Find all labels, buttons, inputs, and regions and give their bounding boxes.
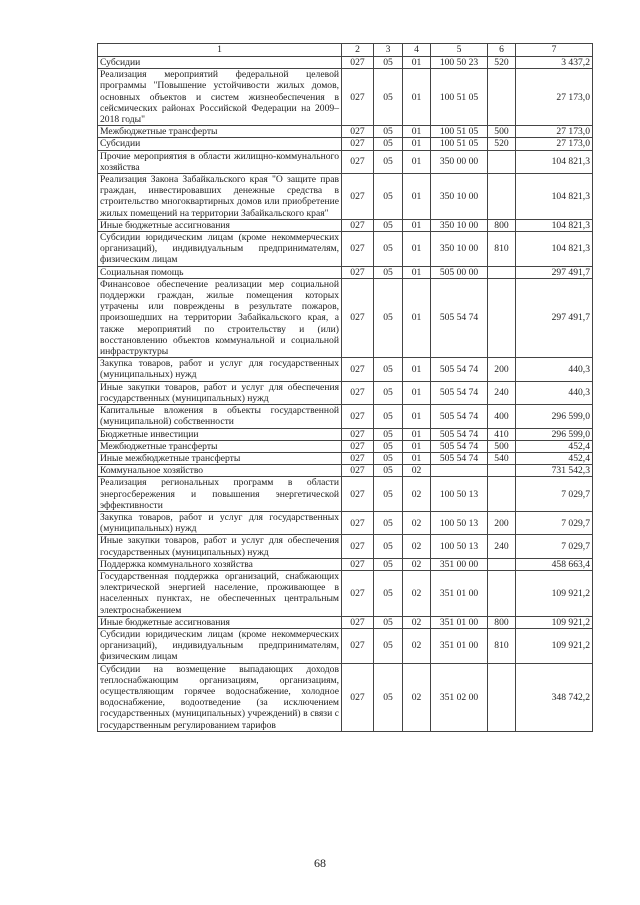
cell-type bbox=[488, 278, 516, 357]
table-row bbox=[98, 440, 593, 452]
cell-subsection: 01 bbox=[403, 174, 431, 220]
cell-type: 520 bbox=[488, 138, 516, 150]
cell-type: 240 bbox=[488, 535, 516, 558]
cell-subsection: 01 bbox=[403, 428, 431, 440]
cell-subsection: 02 bbox=[403, 570, 431, 616]
cell-name: Субсидии юридическим лицам (кроме некоммерческих организаций), индивидуальным предпринимателям, физическим лицам bbox=[98, 232, 342, 267]
cell-code: 027 bbox=[342, 57, 374, 69]
cell-section: 05 bbox=[374, 477, 403, 512]
cell-code: 027 bbox=[342, 628, 374, 663]
cell-name: Поддержка коммунального хозяйства bbox=[98, 558, 342, 570]
cell-code: 027 bbox=[342, 428, 374, 440]
cell-amount: 297 491,7 bbox=[516, 278, 593, 357]
cell-type: 500 bbox=[488, 126, 516, 138]
table-row bbox=[98, 174, 593, 220]
cell-section: 05 bbox=[374, 570, 403, 616]
cell-section: 05 bbox=[374, 150, 403, 173]
cell-name: Реализация Закона Забайкальского края "О защите прав граждан, инвестировавших денежные средства в строительство многоквартирных домов или приобретение жилых помещений на территории Забайкальского края" bbox=[98, 174, 342, 220]
cell-subsection: 01 bbox=[403, 440, 431, 452]
cell-target: 351 01 00 bbox=[431, 570, 488, 616]
cell-type bbox=[488, 558, 516, 570]
table-row bbox=[98, 57, 593, 69]
cell-type bbox=[488, 150, 516, 173]
cell-target: 505 54 74 bbox=[431, 440, 488, 452]
cell-code: 027 bbox=[342, 232, 374, 267]
cell-target: 100 51 05 bbox=[431, 138, 488, 150]
cell-code: 027 bbox=[342, 381, 374, 404]
cell-amount: 440,3 bbox=[516, 381, 593, 404]
table-row bbox=[98, 535, 593, 558]
cell-name: Коммунальное хозяйство bbox=[98, 465, 342, 477]
cell-code: 027 bbox=[342, 440, 374, 452]
table-row bbox=[98, 150, 593, 173]
cell-subsection: 02 bbox=[403, 663, 431, 731]
cell-section: 05 bbox=[374, 452, 403, 464]
cell-target: 100 50 13 bbox=[431, 535, 488, 558]
table-body bbox=[98, 57, 593, 732]
cell-subsection: 02 bbox=[403, 511, 431, 534]
cell-target: 100 50 13 bbox=[431, 477, 488, 512]
cell-code: 027 bbox=[342, 616, 374, 628]
cell-name: Иные бюджетные ассигнования bbox=[98, 616, 342, 628]
cell-target: 351 01 00 bbox=[431, 616, 488, 628]
cell-amount: 109 921,2 bbox=[516, 628, 593, 663]
cell-target: 505 00 00 bbox=[431, 266, 488, 278]
cell-name: Закупка товаров, работ и услуг для государственных (муниципальных) нужд bbox=[98, 358, 342, 381]
cell-target: 505 54 74 bbox=[431, 452, 488, 464]
cell-amount: 296 599,0 bbox=[516, 405, 593, 428]
cell-code: 027 bbox=[342, 570, 374, 616]
cell-name: Межбюджетные трансферты bbox=[98, 440, 342, 452]
column-header-1: 1 bbox=[98, 44, 342, 57]
table-row bbox=[98, 628, 593, 663]
cell-subsection: 01 bbox=[403, 57, 431, 69]
cell-subsection: 01 bbox=[403, 69, 431, 126]
cell-type: 800 bbox=[488, 219, 516, 231]
column-header-5: 5 bbox=[431, 44, 488, 57]
cell-amount: 7 029,7 bbox=[516, 535, 593, 558]
cell-code: 027 bbox=[342, 174, 374, 220]
table-row bbox=[98, 358, 593, 381]
table-row bbox=[98, 278, 593, 357]
cell-section: 05 bbox=[374, 138, 403, 150]
cell-type: 810 bbox=[488, 628, 516, 663]
cell-target: 100 50 23 bbox=[431, 57, 488, 69]
cell-section: 05 bbox=[374, 558, 403, 570]
cell-code: 027 bbox=[342, 511, 374, 534]
cell-type: 810 bbox=[488, 232, 516, 267]
cell-amount: 27 173,0 bbox=[516, 69, 593, 126]
cell-type: 540 bbox=[488, 452, 516, 464]
cell-amount: 104 821,3 bbox=[516, 150, 593, 173]
cell-subsection: 02 bbox=[403, 628, 431, 663]
cell-subsection: 02 bbox=[403, 558, 431, 570]
cell-type bbox=[488, 69, 516, 126]
table-header-row bbox=[98, 44, 593, 57]
cell-type: 410 bbox=[488, 428, 516, 440]
cell-type: 240 bbox=[488, 381, 516, 404]
cell-code: 027 bbox=[342, 278, 374, 357]
cell-type bbox=[488, 174, 516, 220]
cell-name: Иные закупки товаров, работ и услуг для обеспечения государственных (муниципальных) нужд bbox=[98, 535, 342, 558]
cell-name: Реализация мероприятий федеральной целевой программы "Повышение устойчивости жилых домов, основных объектов и систем жизнеобеспечения в сейсмических районах Российской Федерации на 2009–2018 годы" bbox=[98, 69, 342, 126]
cell-code: 027 bbox=[342, 358, 374, 381]
cell-name: Социальная помощь bbox=[98, 266, 342, 278]
cell-target: 505 54 74 bbox=[431, 428, 488, 440]
cell-target: 351 00 00 bbox=[431, 558, 488, 570]
cell-name: Прочие мероприятия в области жилищно-коммунального хозяйства bbox=[98, 150, 342, 173]
cell-amount: 7 029,7 bbox=[516, 477, 593, 512]
table-row bbox=[98, 138, 593, 150]
cell-subsection: 02 bbox=[403, 616, 431, 628]
cell-section: 05 bbox=[374, 69, 403, 126]
cell-name: Иные межбюджетные трансферты bbox=[98, 452, 342, 464]
table-row bbox=[98, 465, 593, 477]
cell-type: 800 bbox=[488, 616, 516, 628]
cell-amount: 27 173,0 bbox=[516, 138, 593, 150]
cell-section: 05 bbox=[374, 663, 403, 731]
cell-section: 05 bbox=[374, 278, 403, 357]
cell-subsection: 02 bbox=[403, 465, 431, 477]
cell-section: 05 bbox=[374, 219, 403, 231]
cell-name: Финансовое обеспечение реализации мер социальной поддержки граждан, жилые помещения которых утрачены или повреждены в результате пожаров, произошедших на территории Забайкальского края, а также мероприятий по строительству и (или) восстановлению объектов коммунальной и социальной инфраструктуры bbox=[98, 278, 342, 357]
cell-section: 05 bbox=[374, 465, 403, 477]
cell-section: 05 bbox=[374, 428, 403, 440]
cell-subsection: 01 bbox=[403, 150, 431, 173]
cell-section: 05 bbox=[374, 511, 403, 534]
budget-table bbox=[97, 43, 593, 732]
table-row bbox=[98, 477, 593, 512]
page-number: 68 bbox=[314, 856, 326, 870]
cell-amount: 297 491,7 bbox=[516, 266, 593, 278]
cell-name: Субсидии bbox=[98, 57, 342, 69]
cell-section: 05 bbox=[374, 535, 403, 558]
cell-code: 027 bbox=[342, 477, 374, 512]
cell-amount: 452,4 bbox=[516, 440, 593, 452]
table-row bbox=[98, 126, 593, 138]
cell-name: Закупка товаров, работ и услуг для государственных (муниципальных) нужд bbox=[98, 511, 342, 534]
table-row bbox=[98, 381, 593, 404]
cell-section: 05 bbox=[374, 616, 403, 628]
cell-section: 05 bbox=[374, 381, 403, 404]
cell-amount: 104 821,3 bbox=[516, 174, 593, 220]
column-header-3: 3 bbox=[374, 44, 403, 57]
cell-code: 027 bbox=[342, 69, 374, 126]
cell-subsection: 01 bbox=[403, 381, 431, 404]
table-row bbox=[98, 570, 593, 616]
cell-subsection: 01 bbox=[403, 452, 431, 464]
cell-target: 100 51 05 bbox=[431, 69, 488, 126]
cell-target: 100 50 13 bbox=[431, 511, 488, 534]
table-row bbox=[98, 232, 593, 267]
cell-type: 500 bbox=[488, 440, 516, 452]
cell-code: 027 bbox=[342, 266, 374, 278]
cell-subsection: 01 bbox=[403, 405, 431, 428]
cell-subsection: 01 bbox=[403, 219, 431, 231]
cell-section: 05 bbox=[374, 358, 403, 381]
cell-code: 027 bbox=[342, 452, 374, 464]
table-row bbox=[98, 405, 593, 428]
cell-type: 200 bbox=[488, 358, 516, 381]
table-row bbox=[98, 558, 593, 570]
cell-type bbox=[488, 266, 516, 278]
cell-code: 027 bbox=[342, 138, 374, 150]
cell-section: 05 bbox=[374, 440, 403, 452]
table-row bbox=[98, 69, 593, 126]
column-header-2: 2 bbox=[342, 44, 374, 57]
cell-name: Государственная поддержка организаций, снабжающих электрической энергией население, проживающее в населенных пунктах, не обеспеченных центральным электроснабжением bbox=[98, 570, 342, 616]
cell-code: 027 bbox=[342, 219, 374, 231]
cell-code: 027 bbox=[342, 150, 374, 173]
column-header-4: 4 bbox=[403, 44, 431, 57]
table-row bbox=[98, 616, 593, 628]
table-row bbox=[98, 511, 593, 534]
cell-amount: 731 542,3 bbox=[516, 465, 593, 477]
table-row bbox=[98, 266, 593, 278]
cell-type bbox=[488, 477, 516, 512]
cell-type: 400 bbox=[488, 405, 516, 428]
cell-name: Межбюджетные трансферты bbox=[98, 126, 342, 138]
cell-amount: 296 599,0 bbox=[516, 428, 593, 440]
cell-name: Иные закупки товаров, работ и услуг для обеспечения государственных (муниципальных) нужд bbox=[98, 381, 342, 404]
cell-subsection: 01 bbox=[403, 232, 431, 267]
table-row bbox=[98, 452, 593, 464]
column-header-6: 6 bbox=[488, 44, 516, 57]
cell-target: 351 02 00 bbox=[431, 663, 488, 731]
cell-type: 200 bbox=[488, 511, 516, 534]
cell-amount: 7 029,7 bbox=[516, 511, 593, 534]
cell-target: 350 10 00 bbox=[431, 232, 488, 267]
cell-subsection: 02 bbox=[403, 535, 431, 558]
cell-target: 505 54 74 bbox=[431, 278, 488, 357]
cell-target: 350 10 00 bbox=[431, 219, 488, 231]
cell-target: 351 01 00 bbox=[431, 628, 488, 663]
cell-amount: 27 173,0 bbox=[516, 126, 593, 138]
cell-amount: 348 742,2 bbox=[516, 663, 593, 731]
cell-amount: 452,4 bbox=[516, 452, 593, 464]
table-row bbox=[98, 428, 593, 440]
cell-target: 505 54 74 bbox=[431, 405, 488, 428]
cell-name: Реализация региональных программ в области энергосбережения и повышения энергетической эффективности bbox=[98, 477, 342, 512]
cell-name: Иные бюджетные ассигнования bbox=[98, 219, 342, 231]
cell-section: 05 bbox=[374, 174, 403, 220]
cell-amount: 109 921,2 bbox=[516, 570, 593, 616]
cell-code: 027 bbox=[342, 405, 374, 428]
cell-amount: 104 821,3 bbox=[516, 232, 593, 267]
cell-type bbox=[488, 465, 516, 477]
cell-amount: 109 921,2 bbox=[516, 616, 593, 628]
cell-target: 350 00 00 bbox=[431, 150, 488, 173]
cell-subsection: 01 bbox=[403, 358, 431, 381]
cell-subsection: 01 bbox=[403, 126, 431, 138]
cell-amount: 104 821,3 bbox=[516, 219, 593, 231]
cell-subsection: 02 bbox=[403, 477, 431, 512]
cell-section: 05 bbox=[374, 405, 403, 428]
cell-type bbox=[488, 663, 516, 731]
cell-code: 027 bbox=[342, 558, 374, 570]
table-row bbox=[98, 663, 593, 731]
cell-target bbox=[431, 465, 488, 477]
cell-code: 027 bbox=[342, 126, 374, 138]
cell-name: Субсидии юридическим лицам (кроме некоммерческих организаций), индивидуальным предпринимателям, физическим лицам bbox=[98, 628, 342, 663]
table-row bbox=[98, 219, 593, 231]
cell-target: 505 54 74 bbox=[431, 358, 488, 381]
cell-section: 05 bbox=[374, 628, 403, 663]
cell-target: 505 54 74 bbox=[431, 381, 488, 404]
cell-section: 05 bbox=[374, 126, 403, 138]
cell-code: 027 bbox=[342, 663, 374, 731]
cell-subsection: 01 bbox=[403, 278, 431, 357]
cell-name: Бюджетные инвестиции bbox=[98, 428, 342, 440]
cell-name: Капитальные вложения в объекты государственной (муниципальной) собственности bbox=[98, 405, 342, 428]
cell-amount: 440,3 bbox=[516, 358, 593, 381]
cell-target: 100 51 05 bbox=[431, 126, 488, 138]
cell-amount: 3 437,2 bbox=[516, 57, 593, 69]
cell-subsection: 01 bbox=[403, 138, 431, 150]
cell-section: 05 bbox=[374, 266, 403, 278]
cell-target: 350 10 00 bbox=[431, 174, 488, 220]
cell-type: 520 bbox=[488, 57, 516, 69]
cell-type bbox=[488, 570, 516, 616]
cell-code: 027 bbox=[342, 465, 374, 477]
cell-subsection: 01 bbox=[403, 266, 431, 278]
cell-section: 05 bbox=[374, 232, 403, 267]
cell-name: Субсидии на возмещение выпадающих доходов теплоснабжающим организациям, организациям, осуществляющим горячее водоснабжение, холодное водоснабжение, водоотведение (за исключением государственных (муниципальных) учреждений) в связи с государственным регулированием тарифов bbox=[98, 663, 342, 731]
cell-code: 027 bbox=[342, 535, 374, 558]
column-header-7: 7 bbox=[516, 44, 593, 57]
cell-section: 05 bbox=[374, 57, 403, 69]
cell-name: Субсидии bbox=[98, 138, 342, 150]
cell-amount: 458 663,4 bbox=[516, 558, 593, 570]
